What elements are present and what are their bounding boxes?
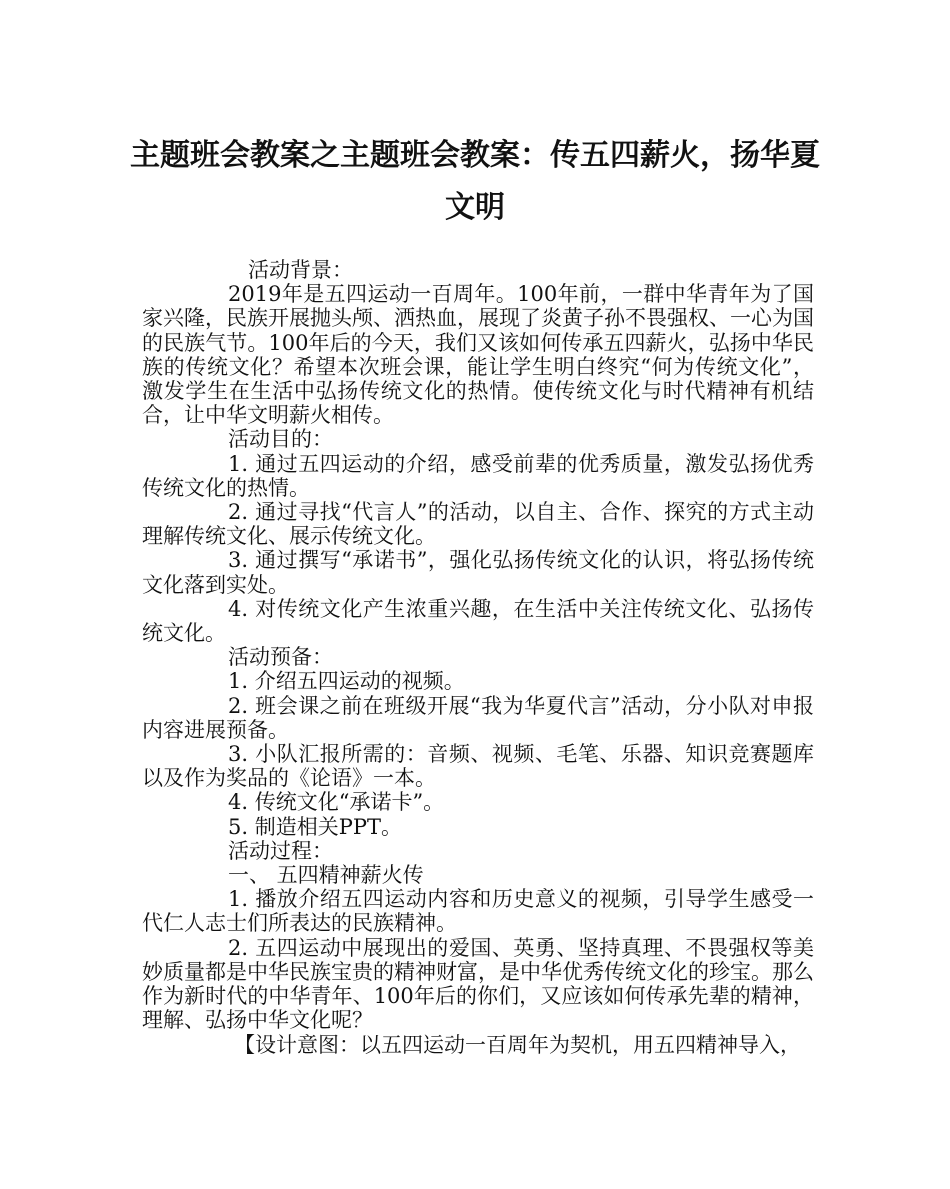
paragraph: 4. 传统文化“承诺卡”。 — [228, 790, 445, 815]
paragraph: 活动过程： — [228, 838, 333, 863]
paragraph: 2019年是五四运动一百周年。100年前，一群中华青年为了国家兴隆，民族开展抛头颅、洒热血，展现了炎黄子孙不畏强权、一心为国的民族气节。100年后的今天，我们又该如何传承五四薪火，弘扬中华民族的传统文化？希望本次班会课，能让学生明白终究“何为传统文化”，激发学生在生活中弘扬传统文化的热情。使传统文化与时代精神有机结合，让中华文明薪火相传。 — [142, 282, 814, 428]
paragraph: 活动目的： — [228, 427, 333, 452]
paragraph: 1. 通过五四运动的介绍，感受前辈的优秀质量，激发弘扬优秀传统文化的热情。 — [142, 451, 814, 500]
paragraph: 3. 通过撰写“承诺书”，强化弘扬传统文化的认识，将弘扬传统文化落到实处。 — [142, 548, 814, 597]
document-body — [142, 258, 814, 1057]
paragraph: 一、 五四精神薪火传 — [228, 863, 424, 888]
paragraph: 2. 五四运动中展现出的爱国、英勇、坚持真理、不畏强权等美妙质量都是中华民族宝贵的精神财富，是中华优秀传统文化的珍宝。那么作为新时代的中华青年、100年后的你们，又应该如何传承先辈的精神，理解、弘扬中华文化呢？ — [142, 935, 814, 1033]
paragraph: 4. 对传统文化产生浓重兴趣，在生活中关注传统文化、弘扬传统文化。 — [142, 596, 814, 646]
paragraph: 活动预备： — [228, 645, 333, 670]
section-heading: 活动背景： — [248, 258, 353, 282]
paragraph: 1. 介绍五四运动的视频。 — [228, 669, 465, 694]
paragraph: 5. 制造相关PPT。 — [228, 814, 402, 839]
paragraph: 【设计意图：以五四运动一百周年为契机，用五四精神导入， — [234, 1032, 801, 1057]
document-title: 主题班会教案之主题班会教案：传五四薪火，扬华夏文明 — [130, 138, 820, 225]
paragraph: 3. 小队汇报所需的：音频、视频、毛笔、乐器、知识竞赛题库以及作为奖品的《论语》一本。 — [142, 742, 814, 791]
paragraph: 2. 通过寻找“代言人”的活动，以自主、合作、探究的方式主动理解传统文化、展示传统文化。 — [142, 500, 814, 549]
paragraph: 1. 播放介绍五四运动内容和历史意义的视频，引导学生感受一代仁人志士们所表达的民族精神。 — [142, 887, 814, 936]
paragraph: 2. 班会课之前在班级开展“我为华夏代言”活动，分小队对申报内容进展预备。 — [142, 693, 814, 742]
